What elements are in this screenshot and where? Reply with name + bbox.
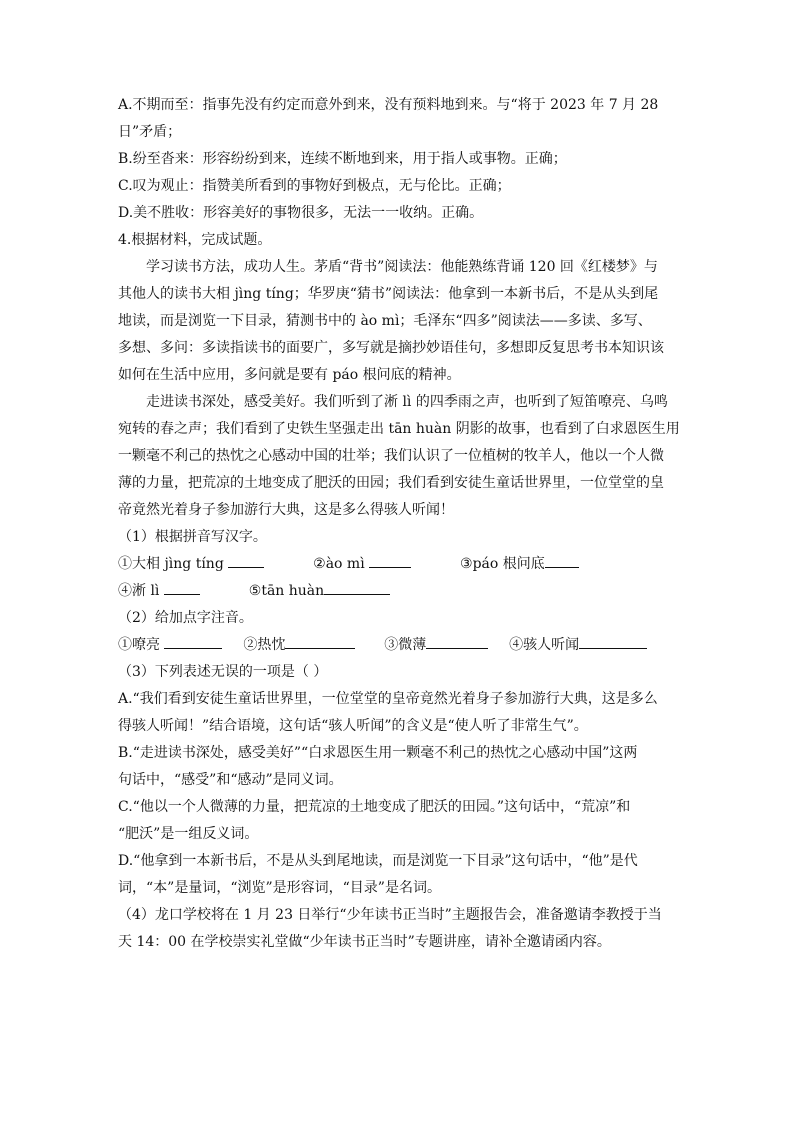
- subquestion-title: （4）龙口学校将在 1 月 23 日举行“少年读书正当时”主题报告会，准备邀请李教授于当: [118, 907, 662, 923]
- answer-blank[interactable]: [324, 579, 390, 595]
- answer-blank[interactable]: [228, 552, 264, 568]
- subquestion-title: （1）根据拼音写汉字。: [118, 529, 267, 545]
- passage-line: 宛转的春之声；我们看到了史铁生坚强走出 tān huàn 阴影的故事，也看到了白求恩医生用: [118, 421, 680, 437]
- answer-blank[interactable]: [164, 633, 222, 649]
- fill-item-label: ④淅 lì: [118, 583, 160, 599]
- text-line: D.美不胜收：形容美好的事物很多，无法一一收纳。正确。: [118, 205, 484, 221]
- option-line: 得骇人听闻！”结合语境，这句话“骇人听闻”的含义是“使人听了非常生气”。: [118, 718, 588, 734]
- answer-blank[interactable]: [426, 633, 488, 649]
- answer-blank[interactable]: [285, 633, 355, 649]
- passage-line: 学习读书方法，成功人生。茅盾“背书”阅读法：他能熟练背诵 120 回《红楼梦》与: [146, 259, 658, 275]
- text-line: A.不期而至：指事先没有约定而意外到来，没有预料地到来。与“将于 2023 年 7 月 28: [118, 97, 659, 113]
- answer-blank[interactable]: [545, 552, 579, 568]
- option-line: 词，“本”是量词，“浏览”是形容词，“目录”是名词。: [118, 880, 441, 896]
- text-line: 天 14：00 在学校崇实礼堂做“少年读书正当时”专题讲座，请补全邀请函内容。: [118, 934, 611, 950]
- option-line: 句话中，“感受”和“感动”是同义词。: [118, 772, 343, 788]
- text-line: 日”矛盾；: [118, 124, 182, 140]
- answer-blank[interactable]: [369, 552, 411, 568]
- document-page: [118, 92, 678, 956]
- fill-item-label: ②热忱: [243, 637, 286, 653]
- text-line: B.纷至沓来：形容纷纷到来，连续不断地到来，用于指人或事物。正确；: [118, 151, 567, 167]
- option-line: A.“我们看到安徒生童话世界里，一位堂堂的皇帝竟然光着身子参加游行大典，这是多么: [118, 691, 658, 707]
- fill-item-label: ③páo 根问底: [460, 556, 545, 572]
- passage-line: 帝竟然光着身子参加游行大典，这是多么得骇人听闻！: [118, 502, 454, 518]
- fill-row: [118, 578, 678, 605]
- question-heading: 4.根据材料，完成试题。: [118, 232, 272, 248]
- fill-item-label: ⑤tān huàn: [248, 583, 325, 599]
- fill-row: [118, 632, 678, 659]
- answer-blank[interactable]: [164, 579, 200, 595]
- option-line: B.“走进读书深处，感受美好”“白求恩医生用一颗毫不利己的热忱之心感动中国”这两: [118, 745, 638, 761]
- subquestion-title: （2）给加点字注音。: [118, 610, 253, 626]
- text-line: C.叹为观止：指赞美所看到的事物好到极点，无与伦比。正确；: [118, 178, 511, 194]
- option-line: D.“他拿到一本新书后，不是从头到尾地读，而是浏览一下目录”这句话中，“他”是代: [118, 853, 638, 869]
- passage-line: 其他人的读书大相 jìng tíng；华罗庚“猜书”阅读法：他拿到一本新书后，不是从头到尾: [118, 286, 659, 302]
- fill-item-label: ①嘹亮: [118, 637, 160, 653]
- fill-item-label: ③微薄: [384, 637, 427, 653]
- passage-line: 走进读书深处，感受美好。我们听到了淅 lì 的四季雨之声，也听到了短笛嘹亮、乌鸣: [146, 394, 668, 410]
- passage-line: 地读，而是浏览一下目录，猜测书中的 ào mì；毛泽东“四多”阅读法——多读、多写、: [118, 313, 652, 329]
- passage-line: 薄的力量，把荒凉的土地变成了肥沃的田园；我们看到安徒生童话世界里，一位堂堂的皇: [118, 475, 664, 491]
- fill-item-label: ②ào mì: [313, 556, 365, 572]
- option-line: C.“他以一个人微薄的力量，把荒凉的土地变成了肥沃的田园。”这句话中，“荒凉”和: [118, 799, 631, 815]
- fill-item-label: ①大相 jìng tíng: [118, 556, 224, 572]
- answer-blank[interactable]: [579, 633, 647, 649]
- option-line: “肥沃”是一组反义词。: [118, 826, 259, 842]
- passage-line: 如何在生活中应用，多问就是要有 páo 根问底的精神。: [118, 367, 461, 383]
- passage-line: 一颗毫不利己的热忱之心感动中国的壮举；我们认识了一位植树的牧羊人，他以一个人微: [118, 448, 664, 464]
- fill-item-label: ④骇人听闻: [509, 637, 580, 653]
- passage-line: 多想、多问：多读指读书的面要广，多写就是摘抄妙语佳句，多想即反复思考书本知识该: [118, 340, 664, 356]
- fill-row: [118, 551, 678, 578]
- subquestion-title: （3）下列表述无误的一项是（ ）: [118, 664, 328, 680]
